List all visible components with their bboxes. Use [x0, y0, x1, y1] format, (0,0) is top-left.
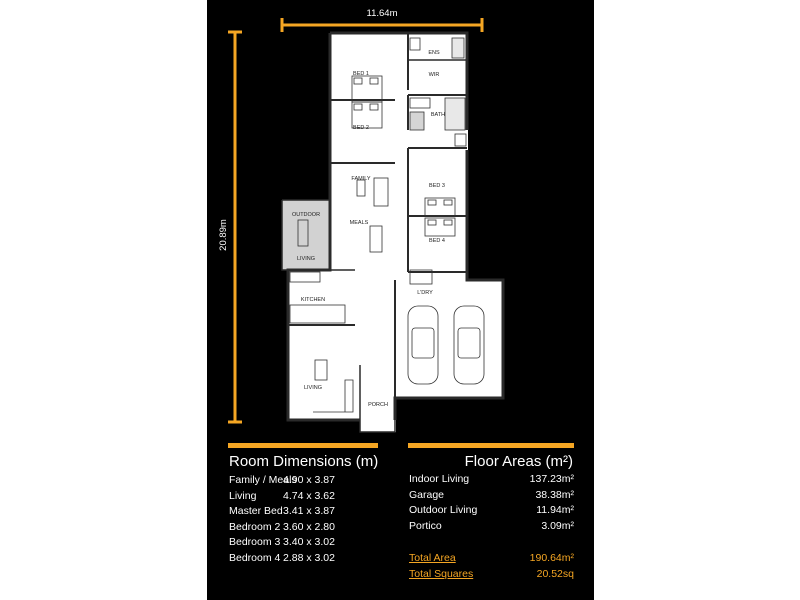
room-dimension-row: [229, 490, 379, 502]
bath-door-area: [410, 112, 424, 130]
room-label-bed3: BED 3: [429, 183, 445, 189]
total-row: [409, 552, 574, 564]
room-size: 4.74 x 3.62: [283, 489, 335, 502]
room-label-living: LIVING: [303, 385, 323, 391]
room-dimension-row: [229, 505, 379, 517]
floor-area-row: [409, 504, 574, 516]
room-label-bed4: BED 4: [429, 238, 445, 244]
room-name: Family / Meals: [229, 474, 297, 486]
room-dimensions-rule: [228, 443, 378, 448]
area-name: Total Area: [409, 552, 456, 564]
bathtub: [445, 98, 465, 130]
room-label-bed2: BED 2: [353, 125, 369, 131]
room-size: 4.90 x 3.87: [283, 474, 335, 486]
floor-areas-title: Floor Areas (m²): [464, 453, 573, 470]
room-name: Master Bed: [229, 505, 283, 517]
room-label-outdoor: OUTDOOR: [291, 212, 321, 218]
room-label-laundry: L'DRY: [417, 290, 433, 296]
room-name: Bedroom 3: [229, 536, 281, 548]
room-size: 3.41 x 3.87: [283, 505, 335, 517]
area-name: Indoor Living: [409, 473, 470, 485]
room-dimension-row: [229, 536, 379, 548]
area-name: Garage: [409, 488, 445, 501]
height-label: 20.89m: [218, 219, 229, 251]
room-dimension-row: [229, 552, 379, 564]
room-size: 3.60 x 2.80: [283, 520, 335, 533]
area-value: 190.64m²: [529, 552, 574, 564]
shower: [452, 38, 464, 58]
floor-area-row: [409, 489, 574, 501]
area-value: 3.09m²: [541, 519, 574, 532]
height-dimension: [218, 32, 242, 422]
area-name: Outdoor Living: [409, 504, 478, 516]
room-label-ens: ENS: [428, 50, 440, 56]
area-value: 11.94m²: [536, 504, 574, 516]
area-value: 20.52sq: [536, 567, 574, 580]
room-label-meals: MEALS: [349, 220, 369, 226]
room-label-outdoor-living: LIVING: [296, 256, 316, 262]
room-label-bed1: BED 1: [353, 71, 369, 77]
room-label-porch: PORCH: [368, 402, 388, 408]
room-size: 2.88 x 3.02: [283, 551, 335, 564]
area-value: 38.38m²: [535, 488, 574, 501]
room-size: 3.40 x 3.02: [283, 536, 335, 548]
room-label-family: FAMILY: [351, 176, 371, 182]
width-dimension: [282, 8, 482, 32]
width-label: 11.64m: [366, 8, 398, 19]
room-name: Living: [229, 489, 257, 502]
floor-area-row: [409, 520, 574, 532]
floor-areas-rule: [408, 443, 574, 448]
room-label-wir: WIR: [428, 72, 440, 78]
room-dimension-row: [229, 521, 379, 533]
area-name: Total Squares: [409, 567, 474, 580]
total-row: [409, 568, 574, 580]
room-dimension-row: [229, 474, 379, 486]
area-name: Portico: [409, 519, 442, 532]
room-name: Bedroom 2: [229, 520, 281, 533]
area-value: 137.23m²: [529, 473, 574, 485]
room-label-kitchen: KITCHEN: [300, 297, 326, 303]
room-dimensions-title: Room Dimensions (m): [229, 453, 379, 470]
floor-area-row: [409, 473, 574, 485]
room-name: Bedroom 4: [229, 551, 281, 564]
room-label-bath: BATH: [430, 112, 446, 118]
